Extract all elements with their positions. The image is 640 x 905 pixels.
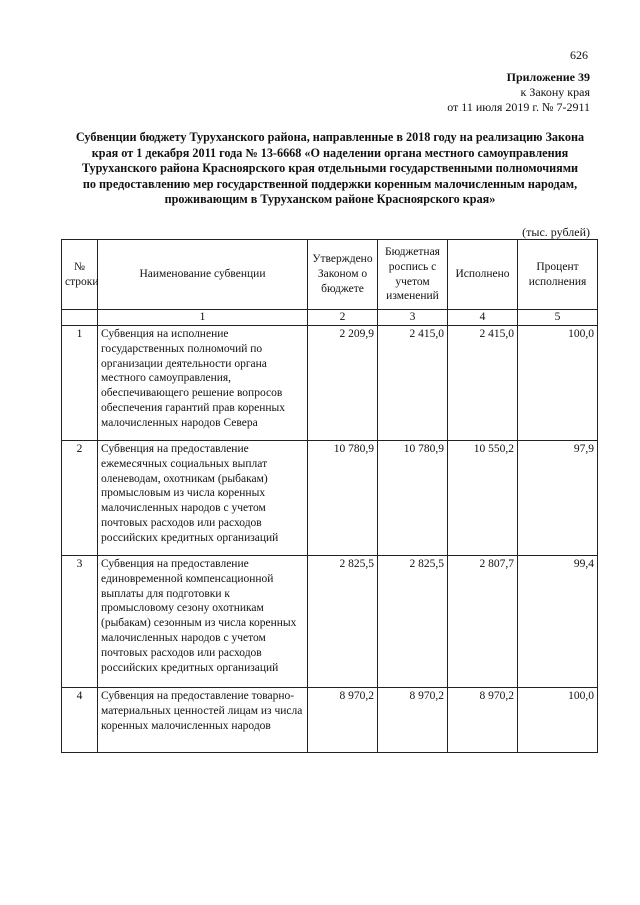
header-percent: Процент исполнения: [518, 240, 598, 310]
document-title: [70, 130, 590, 208]
title-line-5: проживающим в Туруханском районе Красноярского края»: [164, 192, 496, 206]
table-row: [62, 326, 598, 441]
page-number: 626: [570, 48, 588, 62]
annex-title: Приложение 39: [506, 70, 590, 84]
row-budget: 2 415,0: [378, 326, 448, 441]
header-budget: Бюджетная роспись с учетом изменений: [378, 240, 448, 310]
row-percent: 100,0: [518, 326, 598, 441]
row-executed: 10 550,2: [448, 441, 518, 556]
header-num: № строки: [62, 240, 98, 310]
row-budget: 8 970,2: [378, 688, 448, 753]
title-line-2: края от 1 декабря 2011 года № 13-6668 «О наделении органа местного самоуправления: [91, 145, 569, 160]
column-number: 2: [308, 310, 378, 326]
annex-line-3: от 11 июля 2019 г. № 7-2911: [447, 100, 590, 114]
subventions-table: [61, 239, 598, 753]
row-executed: 2 415,0: [448, 326, 518, 441]
row-num: 2: [62, 441, 98, 556]
column-number: 5: [518, 310, 598, 326]
table-row: [62, 688, 598, 753]
header-approved: Утверждено Законом о бюджете: [308, 240, 378, 310]
row-name: Субвенция на предоставление товарно-материальных ценностей лицам из числа коренных малочисленных народов: [98, 688, 308, 753]
annex-line-2: к Закону края: [520, 85, 590, 99]
table-row: [62, 441, 598, 556]
column-number-row: [62, 310, 598, 326]
row-budget: 2 825,5: [378, 556, 448, 688]
title-line-1: Субвенции бюджету Туруханского района, направленные в 2018 году на реализацию Закона: [75, 130, 585, 144]
header-name: Наименование субвенции: [98, 240, 308, 310]
column-number-blank: [62, 310, 98, 326]
row-approved: 2 209,9: [308, 326, 378, 441]
row-executed: 8 970,2: [448, 688, 518, 753]
annex-block: [447, 70, 590, 115]
table-header-row: [62, 240, 598, 310]
title-line-3: Туруханского района Красноярского края отдельными государственными полномочиями: [81, 161, 579, 175]
row-budget: 10 780,9: [378, 441, 448, 556]
column-number: 3: [378, 310, 448, 326]
row-num: 4: [62, 688, 98, 753]
column-number: 4: [448, 310, 518, 326]
row-approved: 10 780,9: [308, 441, 378, 556]
column-number: 1: [98, 310, 308, 326]
row-approved: 8 970,2: [308, 688, 378, 753]
row-percent: 100,0: [518, 688, 598, 753]
unit-label: (тыс. рублей): [522, 225, 590, 239]
row-executed: 2 807,7: [448, 556, 518, 688]
row-name: Субвенция на предоставление единовременной компенсационной выплаты для подготовки к промысловому сезону охотникам (рыбакам) сезонным из числа коренных малочисленных народов с учетом почтовых расходов или расходов российских кредитных организаций: [98, 556, 308, 688]
row-num: 1: [62, 326, 98, 441]
table-row: [62, 556, 598, 688]
row-percent: 99,4: [518, 556, 598, 688]
title-line-4: по предоставлению мер государственной поддержки коренным малочисленным народам,: [82, 176, 578, 191]
row-approved: 2 825,5: [308, 556, 378, 688]
header-executed: Исполнено: [448, 240, 518, 310]
row-percent: 97,9: [518, 441, 598, 556]
row-name: Субвенция на предоставление ежемесячных социальных выплат оленеводам, охотникам (рыбакам) промысловым из числа коренных малочисленных народов с учетом почтовых расходов или расходов российских кредитных организаций: [98, 441, 308, 556]
row-num: 3: [62, 556, 98, 688]
row-name: Субвенция на исполнение государственных полномочий по организации деятельности органа местного самоуправления, обеспечивающего решение вопросов обеспечения гарантий прав коренных малочисленных народов Севера: [98, 326, 308, 441]
